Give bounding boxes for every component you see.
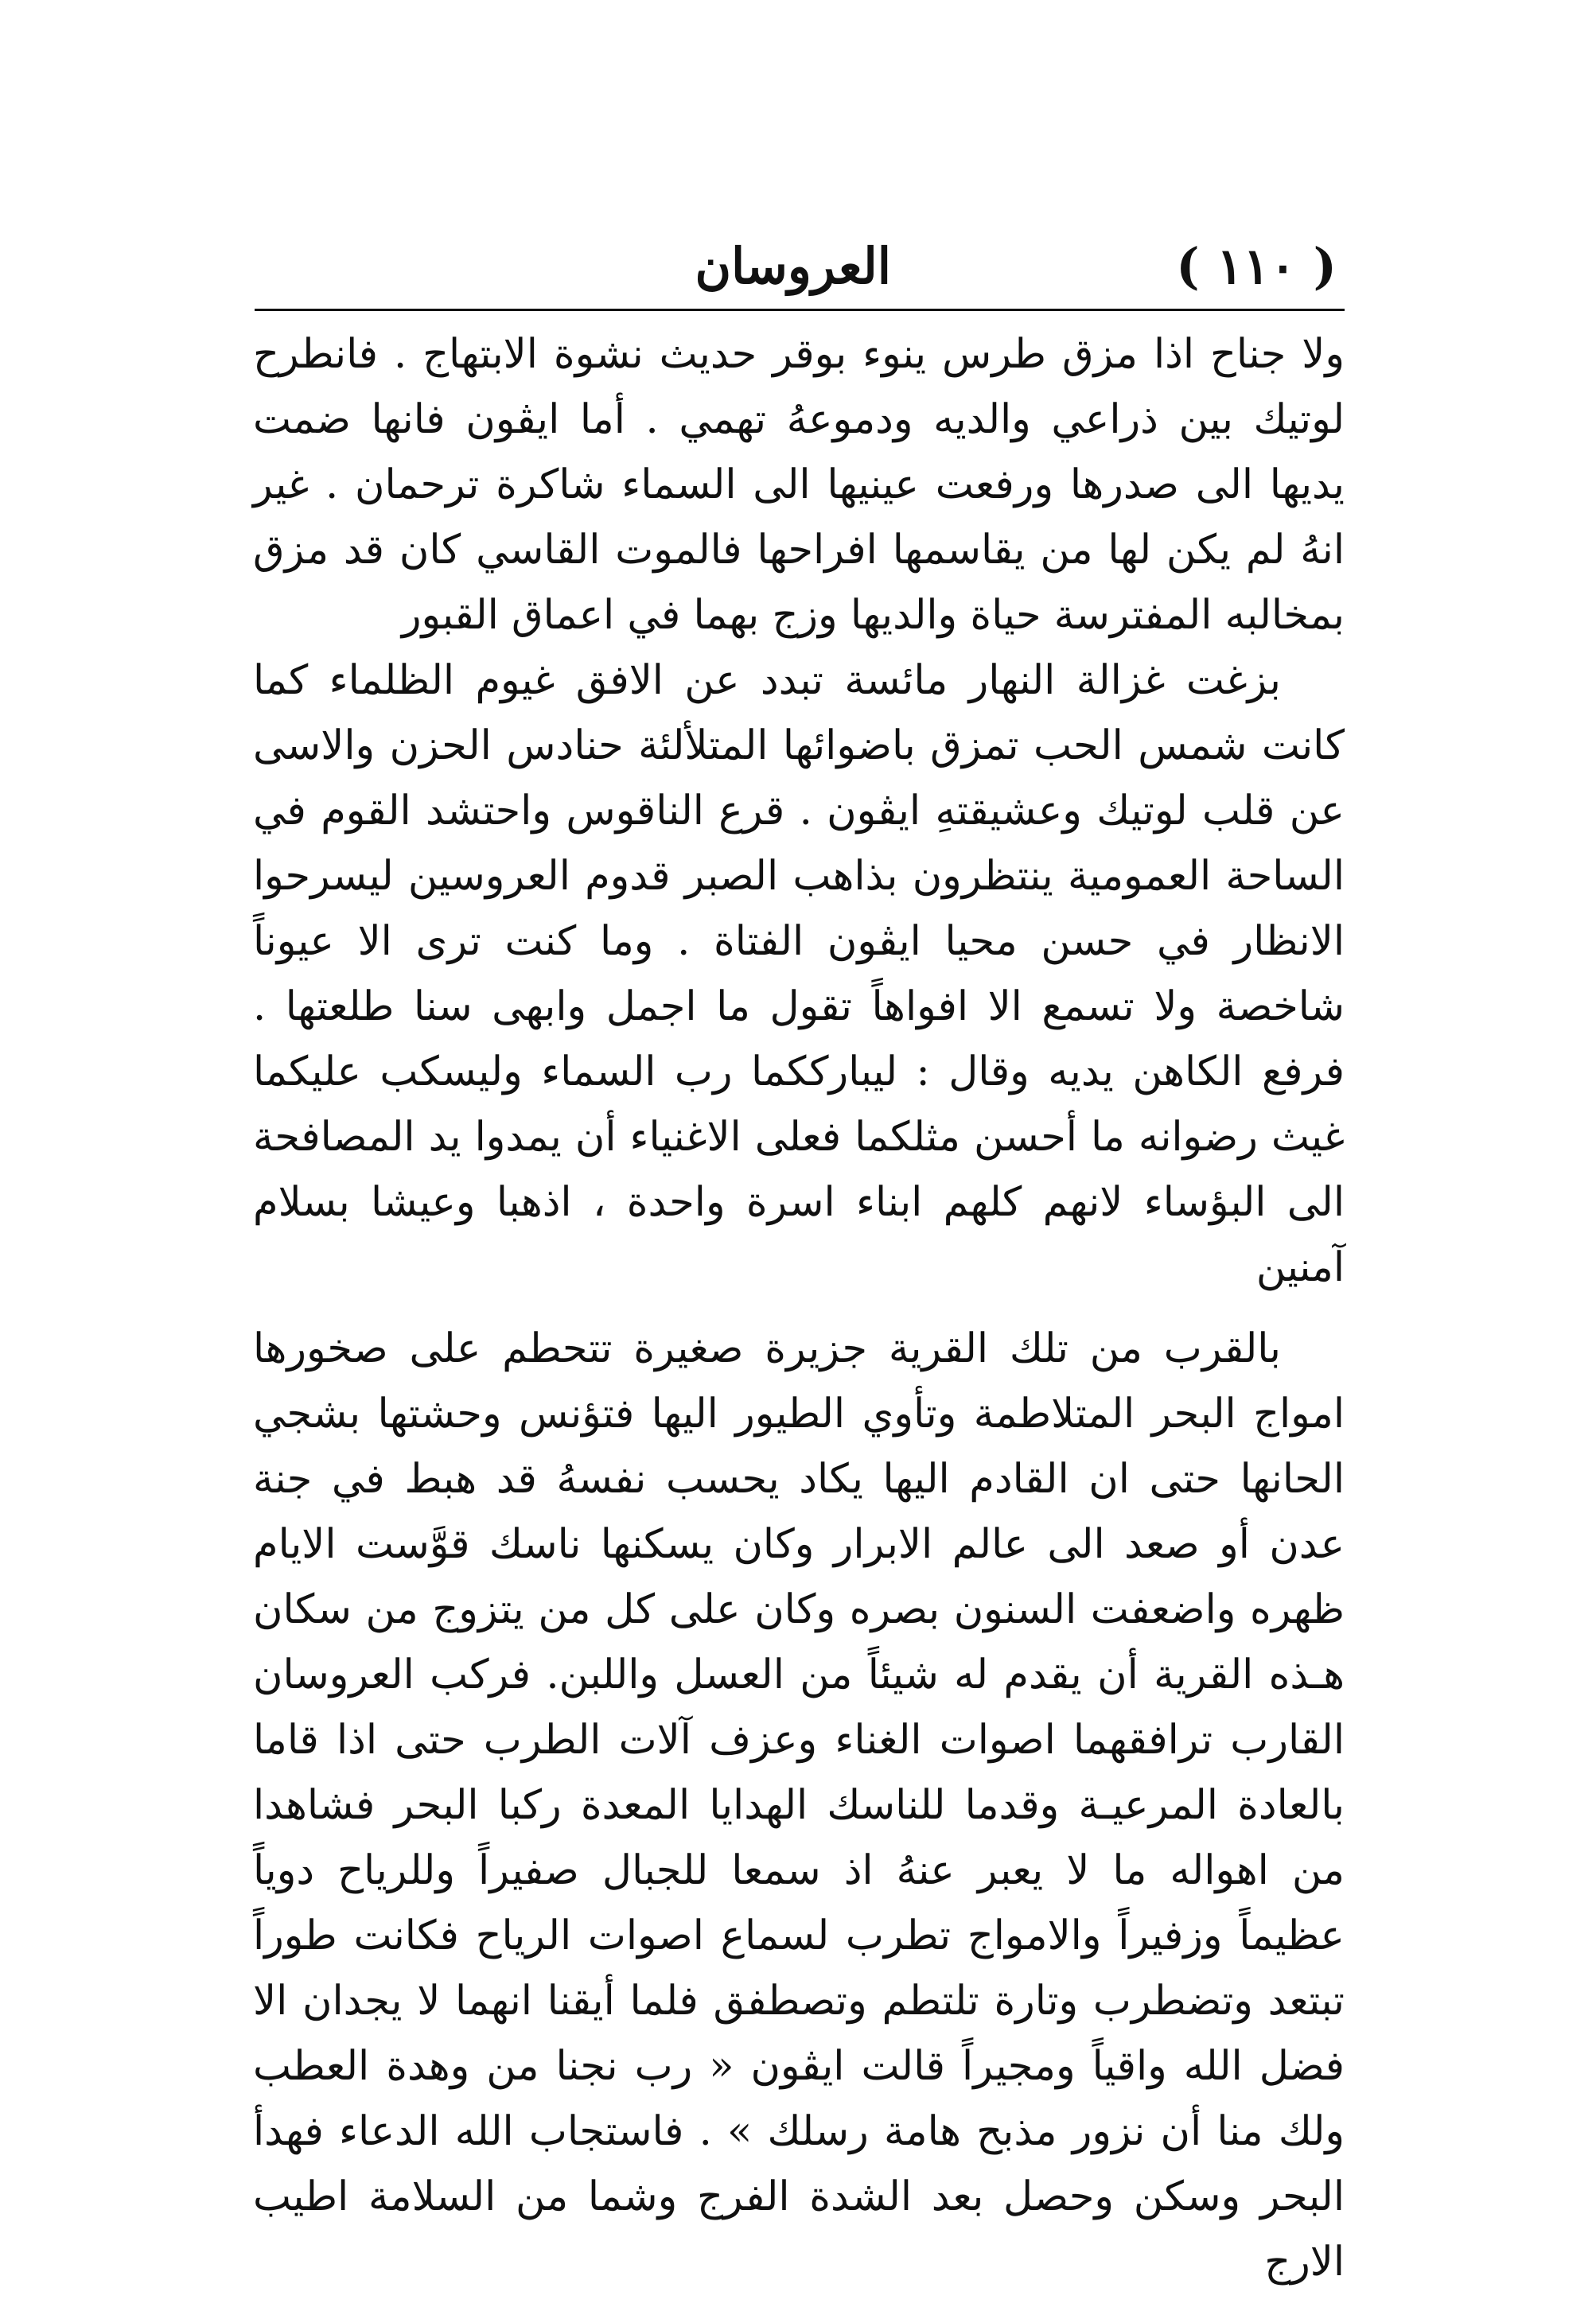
page-number: ( ١١٠ ) [1176,237,1337,295]
paragraph-2: بزغت غزالة النهار مائسة تبدد عن الافق غيوم الظلماء كما كانت شمس الحب تمزق باضوائها المتلألئة حنادس الحزن والاسى عن قلب لوتيك وعشيقتهِ ايڤون . قرع الناقوس واحتشد القوم في الساحة العمومية ينتظرون بذاهب الصبر قدوم العروسين ليسرحوا الانظار في حسن محيا ايڤون الفتاة . وما كنت ترى الا عيوناً شاخصة ولا تسمع الا افواهاً تقول ما اجمل وابهى سنا طلعتها . فرفع الكاهن يديه وقال : ليبارككما رب السماء وليسكب عليكما غيث رضوانه ما أحسن مثلكما فعلى الاغنياء أن يمدوا يد المصافحة الى البؤساء لانهم كلهم ابناء اسرة واحدة ، اذهبا وعيشا بسلام آمنين [253,657,1345,1291]
paragraph-1: ولا جناح اذا مزق طرس ينوء بوقر حديث نشوة الابتهاج . فانطرح لوتيك بين ذراعي والديه ودموعهُ تهمي . أما ايڤون فانها ضمت يديها الى صدرها ورفعت عينيها الى السماء شاكرة ترحمان . غير انهُ لم يكن لها من يقاسمها افراحها فالموت القاسي كان قد مزق بمخالبه المفترسة حياة والديها وزج بهما في اعماق القبور [253,331,1345,639]
page-body [253,322,1345,2295]
paragraph-3: بالقرب من تلك القرية جزيرة صغيرة تتحطم على صخورها امواج البحر المتلاطمة وتأوي الطيور اليها فتؤنس وحشتها بشجي الحانها حتى ان القادم اليها يكاد يحسب نفسهُ قد هبط في جنة عدن أو صعد الى عالم الابرار وكان يسكنها ناسك قوَّست الايام ظهره واضعفت السنون بصره وكان على كل من يتزوج من سكان هـذه القرية أن يقدم له شيئاً من العسل واللبن. فركب العروسان القارب ترافقهما اصوات الغناء وعزف آلات الطرب حتى اذا قاما بالعادة المرعيـة وقدما للناسك الهدايا المعدة ركبا البحر فشاهدا من اهواله ما لا يعبر عنهُ اذ سمعا للجبال صفيراً وللرياح دوياً عظيماً وزفيراً والامواج تطرب لسماع اصوات الرياح فكانت طوراً تبتعد وتضطرب وتارة تلتطم وتصطفق فلما أيقنا انهما لا يجدان الا فضل الله واقياً ومجيراً قالت ايڤون « رب نجنا من وهدة العطب ولك منا أن نزور مذبح هامة رسلك » . فاستجاب الله الدعاء فهدأ البحر وسكن وحصل بعد الشدة الفرج وشما من السلامة اطيب الارج [253,1325,1345,2286]
chapter-title: العروسان [695,237,891,295]
header-divider [255,309,1345,311]
running-header [255,231,1337,302]
